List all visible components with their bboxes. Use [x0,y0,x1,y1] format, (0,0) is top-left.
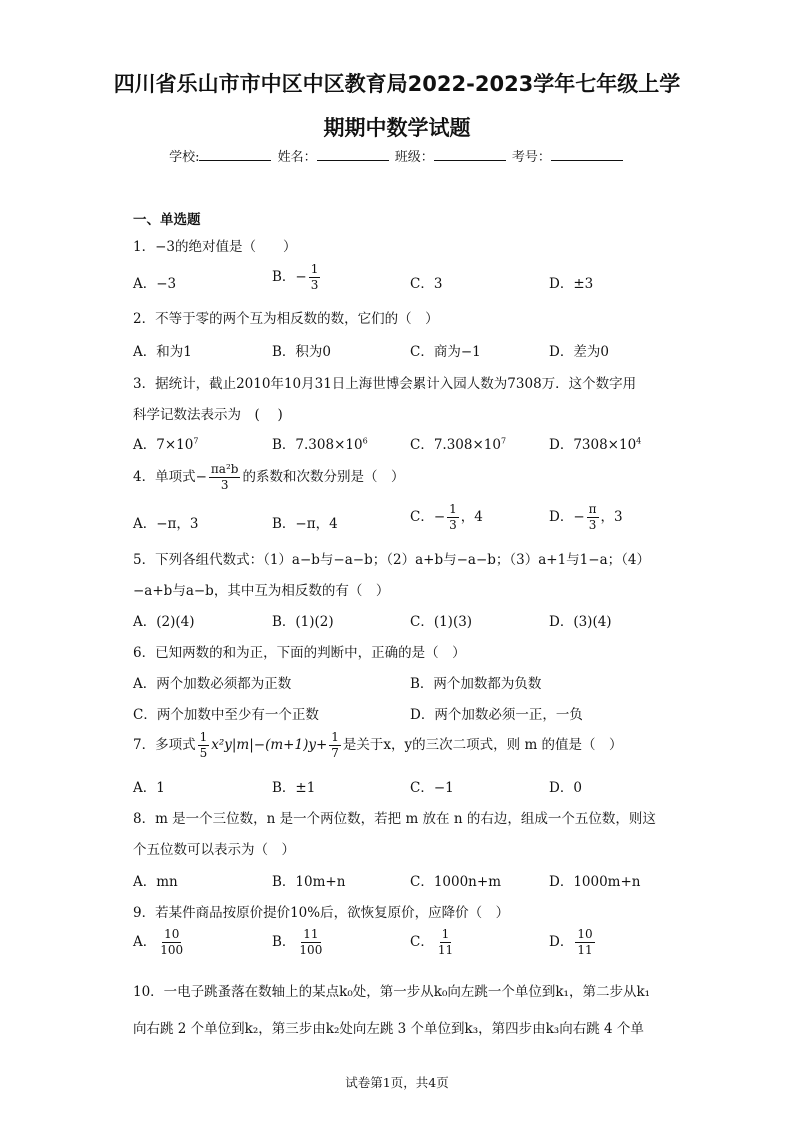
q7-fraction-2 [329,730,341,761]
q3-stem-line1: 3．据统计，截止2010年10月31日上海世博会累计入园人数为7308万．这个数字用 [133,376,637,392]
q6-stem: 6．已知两数的和为正，下面的判断中，正确的是（ ） [133,645,466,661]
q4-c-prefix: C．− [410,509,446,525]
q4-num: πa²b [210,462,239,476]
q3-option-c[interactable] [410,433,506,453]
q9-c-label: C． [410,934,434,950]
class-label: 班级： [394,150,434,165]
q1-option-d[interactable]: D．±3 [549,276,594,292]
q4-c-post: ，4 [460,509,483,525]
q5-option-d[interactable]: D．(3)(4) [549,614,612,630]
q6-option-d[interactable]: D．两个加数必须一正，一负 [410,707,583,723]
q1-b-num: 1 [310,262,319,276]
q9-c-num: 1 [441,927,450,941]
q6-option-b[interactable]: B．两个加数都为负数 [410,676,542,692]
q7-f1-num: 1 [199,730,208,744]
q10-stem-line1: 10．一电子跳蚤落在数轴上的某点k₀处，第一步从k₀向左跳一个单位到k₁，第二步从k₁ [133,984,651,1000]
q4-c-fraction [447,502,459,533]
q9-c-den: 11 [437,943,454,957]
q4-d-fraction [587,502,599,533]
q9-d-label: D． [549,934,574,950]
q4-c-den: 3 [449,518,457,532]
q7-f1-den: 5 [199,746,208,760]
section-heading: 一、单选题 [133,212,201,228]
school-blank[interactable] [199,148,271,161]
q9-d-num: 10 [577,927,593,941]
q4-option-a[interactable]: A．−π，3 [133,516,199,532]
q1-b-prefix: B．− [272,269,307,285]
q9-a-label: A． [133,934,157,950]
q2-option-a[interactable]: A．和为1 [133,344,192,360]
q4-stem-post: 的系数和次数分别是（ ） [242,469,405,485]
q7-stem-pre: 7．多项式 [133,737,196,753]
q1-b-fraction [309,262,321,293]
q5-option-b[interactable]: B．(1)(2) [272,614,334,630]
q5-stem-line1: 5．下列各组代数式：（1）a−b与−a−b；（2）a+b与−a−b；（3）a+1与1−a；（4） [133,552,650,568]
page-footer: 试卷第1页，共4页 [345,1075,449,1090]
q7-stem-post: 是关于x，y的三次二项式，则 m 的值是（ ） [342,737,623,753]
q3-option-a[interactable] [133,433,198,453]
q9-b-num: 11 [303,927,319,941]
exam-title-line2: 期期中数学试题 [323,116,471,140]
q2-option-c[interactable]: C．商为−1 [410,344,481,360]
q6-option-a[interactable]: A．两个加数必须都为正数 [133,676,292,692]
q1-option-b[interactable] [272,262,322,293]
q8-stem-line1: 8．m 是一个三位数，n 是一个两位数，若把 m 放在 n 的右边，组成一个五位数，则这 [133,811,656,827]
school-label: 学校: [169,150,200,165]
q3-b-text: B．7.308×10 [272,437,363,453]
q9-b-label: B． [272,934,296,950]
q1-stem: 1．−3的绝对值是（ ） [133,239,297,255]
q8-option-b[interactable]: B．10m+n [272,874,346,890]
q3-d-exp: 4 [636,436,642,446]
q3-c-exp: 7 [500,436,507,446]
q7-fraction-1 [198,730,210,761]
q2-stem: 2．不等于零的两个互为相反数的数，它们的（ ） [133,311,439,327]
q4-d-post: ，3 [600,509,623,525]
q7-f2-num: 1 [331,730,339,744]
q1-option-c[interactable]: C．3 [410,276,443,292]
q9-c-fraction [436,927,455,958]
q8-option-c[interactable]: C．1000n+m [410,874,501,890]
q9-a-den: 100 [160,943,184,957]
q6-option-c[interactable]: C．两个加数中至少有一个正数 [133,707,319,723]
q3-stem-line2: 科学记数法表示为 ( ) [133,407,283,423]
q9-option-a[interactable] [133,927,187,958]
q9-a-num: 10 [164,927,180,941]
q5-stem-line2: −a+b与a−b，其中互为相反数的有（ ） [133,583,390,599]
q5-option-c[interactable]: C．(1)(3) [410,614,473,630]
q9-d-fraction [575,927,594,958]
q7-mid: x²y|m|−(m+1)y+ [211,737,328,753]
q7-option-a[interactable]: A．1 [133,780,165,796]
q3-a-exp: 7 [193,436,199,446]
q7-option-d[interactable]: D．0 [549,780,582,796]
q9-d-den: 11 [577,943,593,957]
q8-option-d[interactable]: D．1000m+n [549,874,641,890]
q4-stem-pre: 4．单项式− [133,469,207,485]
q4-stem-fraction [209,462,241,493]
q7-option-c[interactable]: C．−1 [410,780,454,796]
q9-option-b[interactable] [272,927,326,958]
q3-a-text: A．7×10 [133,437,194,453]
q9-b-den: 100 [299,943,323,957]
q2-option-b[interactable]: B．积为0 [272,344,332,360]
q7-option-b[interactable]: B．±1 [272,780,316,796]
q4-den: 3 [220,478,229,492]
q4-c-num: 1 [449,502,457,516]
q2-option-d[interactable]: D．差为0 [549,344,609,360]
q4-stem [133,462,404,493]
q1-option-a[interactable]: A．−3 [133,276,177,292]
q4-d-den: 3 [588,518,597,532]
name-blank[interactable] [317,148,389,161]
q9-b-fraction [297,927,324,958]
exam-no-label: 考号： [511,150,551,165]
q1-b-den: 3 [310,278,319,292]
q4-option-c[interactable] [410,502,483,533]
q8-option-a[interactable]: A．mn [133,874,178,890]
name-label: 姓名： [277,150,317,165]
q9-option-d[interactable] [549,927,597,958]
student-info-row [0,146,794,165]
q7-f2-den: 7 [331,746,339,760]
q4-option-d[interactable] [549,502,623,533]
q9-a-fraction [158,927,185,958]
q3-d-text: D．7308×10 [549,437,637,453]
q4-option-b[interactable]: B．−π，4 [272,516,338,532]
q7-stem [133,730,623,761]
class-blank[interactable] [434,148,506,161]
q3-c-text: C．7.308×10 [410,437,501,453]
q9-option-c[interactable] [410,927,457,958]
exam-no-blank[interactable] [551,148,623,161]
q3-option-d[interactable] [549,433,641,453]
q10-stem-line2: 向右跳 2 个单位到k₂，第三步由k₂处向左跳 3 个单位到k₃，第四步由k₃向右跳 4 个单 [133,1021,644,1037]
exam-title-line1: 四川省乐山市市中区中区教育局2022-2023学年七年级上学 [113,72,681,96]
q8-stem-line2: 个五位数可以表示为（ ） [133,842,295,858]
q5-option-a[interactable]: A．(2)(4) [133,614,195,630]
q3-option-b[interactable] [272,433,368,453]
q4-d-prefix: D．− [549,509,585,525]
q4-d-num: π [588,502,597,516]
q9-stem: 9．若某件商品按原价提价10%后，欲恢复原价，应降价（ ） [133,905,510,921]
q3-b-exp: 6 [362,436,368,446]
